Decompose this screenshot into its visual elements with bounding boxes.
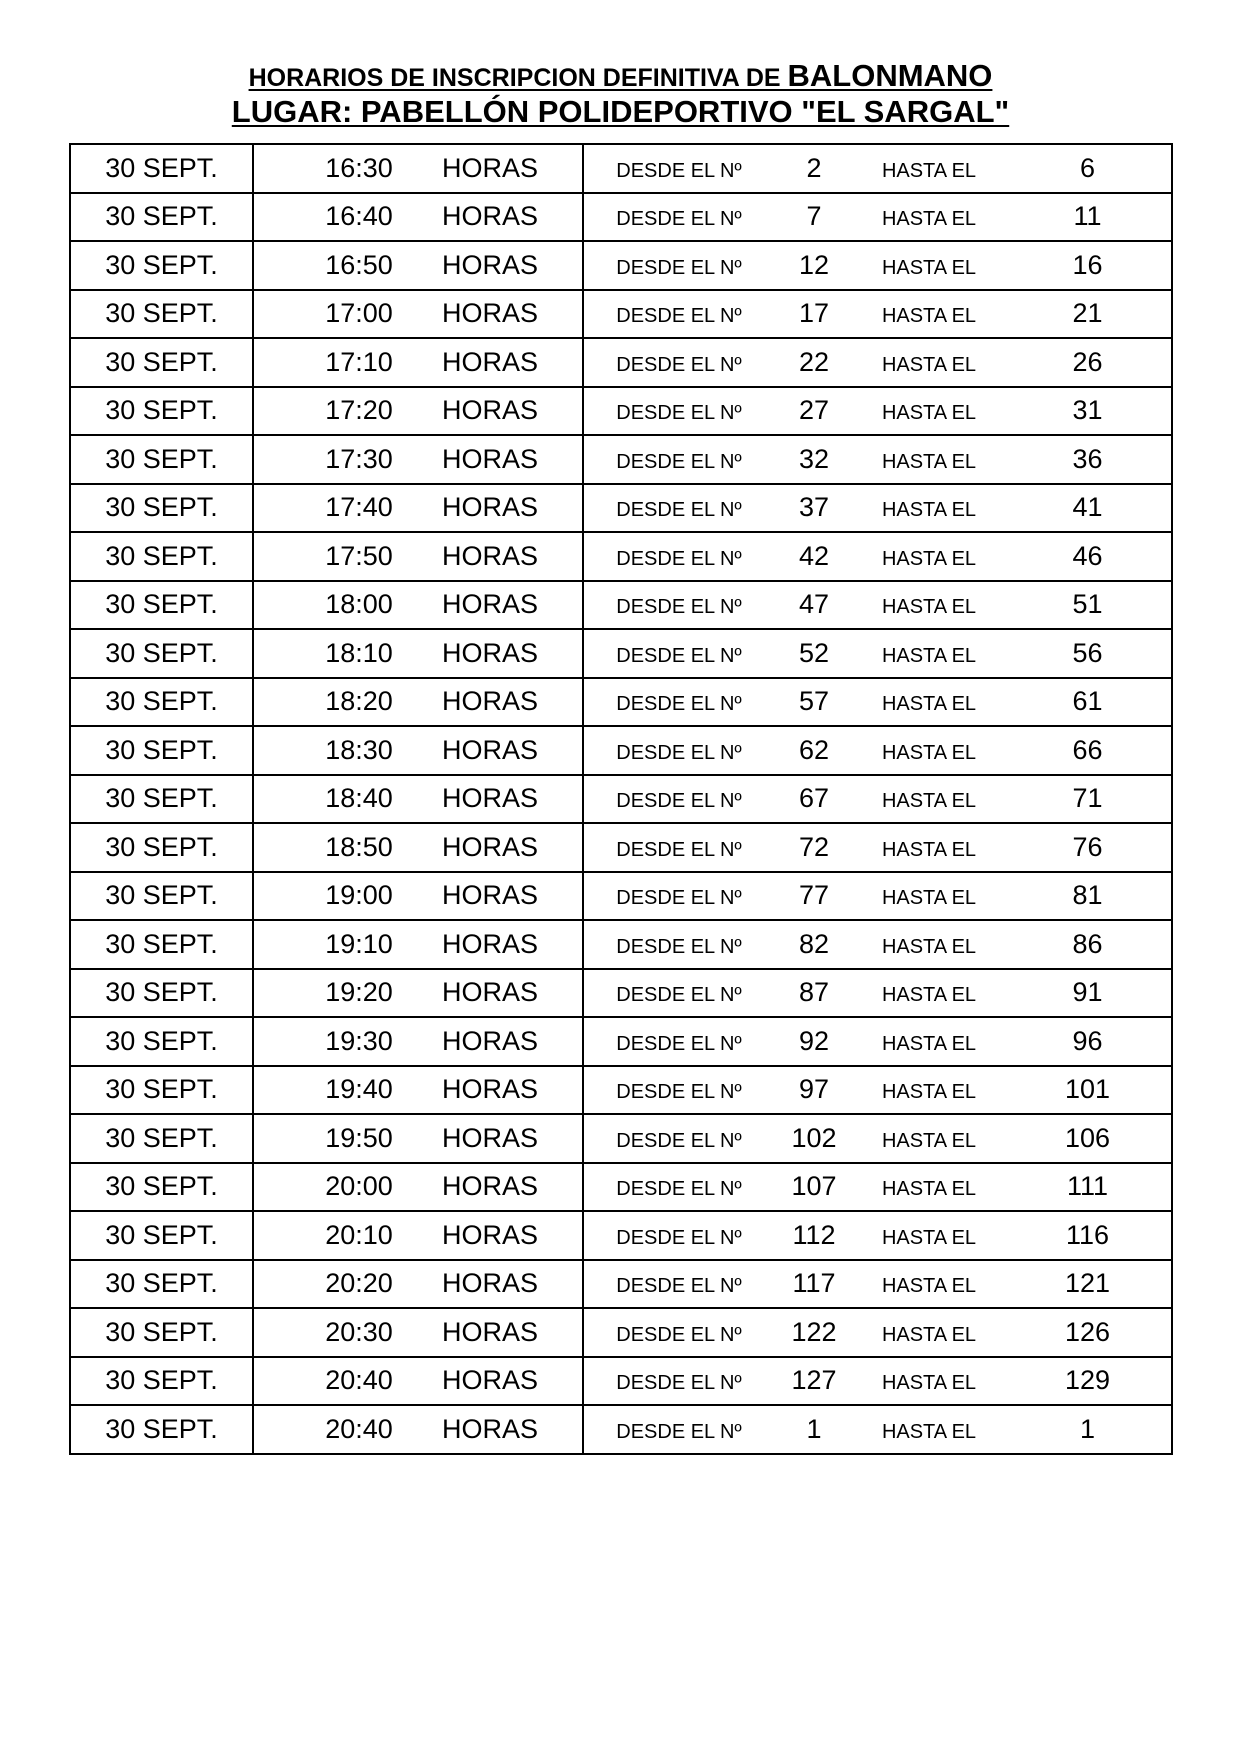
row-date: 30 SEPT.	[70, 1163, 253, 1212]
row-date: 30 SEPT.	[70, 726, 253, 775]
row-desde-label: DESDE EL Nº	[583, 241, 774, 290]
row-desde-label: DESDE EL Nº	[583, 1066, 774, 1115]
table-row	[70, 338, 1172, 387]
row-from-number: 107	[774, 1163, 854, 1212]
row-time: 18:30	[253, 726, 434, 775]
row-to-number: 26	[1004, 338, 1172, 387]
row-date: 30 SEPT.	[70, 532, 253, 581]
row-time: 18:10	[253, 629, 434, 678]
row-date: 30 SEPT.	[70, 241, 253, 290]
row-date: 30 SEPT.	[70, 1066, 253, 1115]
row-from-number: 2	[774, 144, 854, 193]
row-hasta-label: HASTA EL	[854, 1405, 1004, 1454]
row-from-number: 102	[774, 1114, 854, 1163]
row-from-number: 22	[774, 338, 854, 387]
row-desde-label: DESDE EL Nº	[583, 1405, 774, 1454]
row-hasta-label: HASTA EL	[854, 1211, 1004, 1260]
row-hasta-label: HASTA EL	[854, 193, 1004, 242]
row-desde-label: DESDE EL Nº	[583, 920, 774, 969]
row-to-number: 41	[1004, 484, 1172, 533]
row-hasta-label: HASTA EL	[854, 241, 1004, 290]
row-horas-label: HORAS	[434, 1114, 583, 1163]
table-row	[70, 581, 1172, 630]
row-horas-label: HORAS	[434, 1308, 583, 1357]
table-row	[70, 1211, 1172, 1260]
row-to-number: 86	[1004, 920, 1172, 969]
row-from-number: 57	[774, 678, 854, 727]
table-row	[70, 1017, 1172, 1066]
row-desde-label: DESDE EL Nº	[583, 726, 774, 775]
row-desde-label: DESDE EL Nº	[583, 1211, 774, 1260]
row-time: 16:30	[253, 144, 434, 193]
row-hasta-label: HASTA EL	[854, 726, 1004, 775]
row-date: 30 SEPT.	[70, 1405, 253, 1454]
row-desde-label: DESDE EL Nº	[583, 823, 774, 872]
row-horas-label: HORAS	[434, 1405, 583, 1454]
row-from-number: 97	[774, 1066, 854, 1115]
row-to-number: 11	[1004, 193, 1172, 242]
row-horas-label: HORAS	[434, 920, 583, 969]
row-from-number: 117	[774, 1260, 854, 1309]
row-horas-label: HORAS	[434, 678, 583, 727]
row-time: 16:40	[253, 193, 434, 242]
row-desde-label: DESDE EL Nº	[583, 435, 774, 484]
row-time: 20:40	[253, 1357, 434, 1406]
row-time: 19:50	[253, 1114, 434, 1163]
row-to-number: 71	[1004, 775, 1172, 824]
row-from-number: 92	[774, 1017, 854, 1066]
row-time: 18:00	[253, 581, 434, 630]
row-to-number: 16	[1004, 241, 1172, 290]
row-time: 18:40	[253, 775, 434, 824]
row-hasta-label: HASTA EL	[854, 775, 1004, 824]
row-hasta-label: HASTA EL	[854, 1066, 1004, 1115]
table-row	[70, 726, 1172, 775]
table-row	[70, 1114, 1172, 1163]
row-from-number: 87	[774, 969, 854, 1018]
row-to-number: 46	[1004, 532, 1172, 581]
row-desde-label: DESDE EL Nº	[583, 1114, 774, 1163]
row-time: 19:30	[253, 1017, 434, 1066]
row-to-number: 126	[1004, 1308, 1172, 1357]
row-date: 30 SEPT.	[70, 581, 253, 630]
row-time: 17:10	[253, 338, 434, 387]
row-horas-label: HORAS	[434, 823, 583, 872]
row-date: 30 SEPT.	[70, 387, 253, 436]
row-horas-label: HORAS	[434, 484, 583, 533]
row-to-number: 129	[1004, 1357, 1172, 1406]
row-from-number: 77	[774, 872, 854, 921]
row-date: 30 SEPT.	[70, 435, 253, 484]
row-hasta-label: HASTA EL	[854, 1308, 1004, 1357]
row-desde-label: DESDE EL Nº	[583, 678, 774, 727]
row-to-number: 36	[1004, 435, 1172, 484]
table-row	[70, 435, 1172, 484]
table-row	[70, 872, 1172, 921]
row-hasta-label: HASTA EL	[854, 823, 1004, 872]
row-hasta-label: HASTA EL	[854, 290, 1004, 339]
row-desde-label: DESDE EL Nº	[583, 1308, 774, 1357]
row-date: 30 SEPT.	[70, 1357, 253, 1406]
title-sport: BALONMANO	[787, 58, 993, 93]
row-from-number: 7	[774, 193, 854, 242]
row-from-number: 122	[774, 1308, 854, 1357]
row-horas-label: HORAS	[434, 338, 583, 387]
row-from-number: 37	[774, 484, 854, 533]
row-hasta-label: HASTA EL	[854, 1017, 1004, 1066]
schedule-table-body	[70, 144, 1172, 1454]
row-desde-label: DESDE EL Nº	[583, 1017, 774, 1066]
row-from-number: 17	[774, 290, 854, 339]
row-desde-label: DESDE EL Nº	[583, 387, 774, 436]
row-horas-label: HORAS	[434, 144, 583, 193]
row-to-number: 111	[1004, 1163, 1172, 1212]
table-row	[70, 1405, 1172, 1454]
table-row	[70, 532, 1172, 581]
row-horas-label: HORAS	[434, 629, 583, 678]
row-desde-label: DESDE EL Nº	[583, 775, 774, 824]
schedule-table	[69, 143, 1173, 1455]
row-horas-label: HORAS	[434, 532, 583, 581]
row-hasta-label: HASTA EL	[854, 969, 1004, 1018]
row-desde-label: DESDE EL Nº	[583, 144, 774, 193]
row-desde-label: DESDE EL Nº	[583, 193, 774, 242]
row-desde-label: DESDE EL Nº	[583, 1357, 774, 1406]
row-horas-label: HORAS	[434, 775, 583, 824]
row-horas-label: HORAS	[434, 1163, 583, 1212]
row-time: 18:20	[253, 678, 434, 727]
row-horas-label: HORAS	[434, 1260, 583, 1309]
table-row	[70, 823, 1172, 872]
row-desde-label: DESDE EL Nº	[583, 969, 774, 1018]
row-to-number: 116	[1004, 1211, 1172, 1260]
table-row	[70, 969, 1172, 1018]
row-horas-label: HORAS	[434, 581, 583, 630]
row-from-number: 47	[774, 581, 854, 630]
row-date: 30 SEPT.	[70, 678, 253, 727]
row-date: 30 SEPT.	[70, 1114, 253, 1163]
document-header	[0, 58, 1241, 130]
row-hasta-label: HASTA EL	[854, 872, 1004, 921]
row-time: 16:50	[253, 241, 434, 290]
row-hasta-label: HASTA EL	[854, 1357, 1004, 1406]
row-desde-label: DESDE EL Nº	[583, 532, 774, 581]
row-time: 17:20	[253, 387, 434, 436]
row-time: 18:50	[253, 823, 434, 872]
row-date: 30 SEPT.	[70, 1308, 253, 1357]
row-from-number: 32	[774, 435, 854, 484]
row-date: 30 SEPT.	[70, 969, 253, 1018]
row-time: 20:20	[253, 1260, 434, 1309]
row-date: 30 SEPT.	[70, 290, 253, 339]
row-to-number: 21	[1004, 290, 1172, 339]
row-date: 30 SEPT.	[70, 1260, 253, 1309]
row-horas-label: HORAS	[434, 193, 583, 242]
row-date: 30 SEPT.	[70, 629, 253, 678]
row-from-number: 42	[774, 532, 854, 581]
row-date: 30 SEPT.	[70, 484, 253, 533]
row-from-number: 82	[774, 920, 854, 969]
row-to-number: 96	[1004, 1017, 1172, 1066]
row-date: 30 SEPT.	[70, 338, 253, 387]
row-to-number: 31	[1004, 387, 1172, 436]
row-hasta-label: HASTA EL	[854, 581, 1004, 630]
table-row	[70, 290, 1172, 339]
row-hasta-label: HASTA EL	[854, 1163, 1004, 1212]
row-horas-label: HORAS	[434, 241, 583, 290]
row-time: 17:00	[253, 290, 434, 339]
row-time: 19:20	[253, 969, 434, 1018]
row-time: 17:30	[253, 435, 434, 484]
row-to-number: 61	[1004, 678, 1172, 727]
row-time: 20:30	[253, 1308, 434, 1357]
row-from-number: 1	[774, 1405, 854, 1454]
table-row	[70, 1066, 1172, 1115]
document-subtitle: LUGAR: PABELLÓN POLIDEPORTIVO "EL SARGAL"	[231, 94, 1010, 129]
row-horas-label: HORAS	[434, 387, 583, 436]
row-to-number: 106	[1004, 1114, 1172, 1163]
row-horas-label: HORAS	[434, 1017, 583, 1066]
row-hasta-label: HASTA EL	[854, 532, 1004, 581]
row-desde-label: DESDE EL Nº	[583, 1260, 774, 1309]
table-row	[70, 484, 1172, 533]
row-desde-label: DESDE EL Nº	[583, 338, 774, 387]
row-horas-label: HORAS	[434, 1357, 583, 1406]
row-from-number: 27	[774, 387, 854, 436]
row-hasta-label: HASTA EL	[854, 387, 1004, 436]
row-time: 20:40	[253, 1405, 434, 1454]
row-time: 17:40	[253, 484, 434, 533]
row-from-number: 52	[774, 629, 854, 678]
title-prefix: HORARIOS DE INSCRIPCION DEFINITIVA DE	[248, 64, 788, 92]
row-time: 20:00	[253, 1163, 434, 1212]
row-time: 19:10	[253, 920, 434, 969]
row-to-number: 51	[1004, 581, 1172, 630]
row-date: 30 SEPT.	[70, 144, 253, 193]
row-horas-label: HORAS	[434, 969, 583, 1018]
row-from-number: 12	[774, 241, 854, 290]
row-from-number: 62	[774, 726, 854, 775]
row-date: 30 SEPT.	[70, 920, 253, 969]
row-hasta-label: HASTA EL	[854, 920, 1004, 969]
row-hasta-label: HASTA EL	[854, 484, 1004, 533]
row-date: 30 SEPT.	[70, 1017, 253, 1066]
row-horas-label: HORAS	[434, 872, 583, 921]
row-horas-label: HORAS	[434, 435, 583, 484]
row-desde-label: DESDE EL Nº	[583, 1163, 774, 1212]
row-time: 19:00	[253, 872, 434, 921]
row-to-number: 6	[1004, 144, 1172, 193]
row-desde-label: DESDE EL Nº	[583, 484, 774, 533]
row-horas-label: HORAS	[434, 1211, 583, 1260]
row-to-number: 91	[1004, 969, 1172, 1018]
row-hasta-label: HASTA EL	[854, 629, 1004, 678]
row-from-number: 112	[774, 1211, 854, 1260]
row-desde-label: DESDE EL Nº	[583, 581, 774, 630]
row-desde-label: DESDE EL Nº	[583, 872, 774, 921]
row-to-number: 66	[1004, 726, 1172, 775]
row-hasta-label: HASTA EL	[854, 435, 1004, 484]
row-date: 30 SEPT.	[70, 1211, 253, 1260]
row-desde-label: DESDE EL Nº	[583, 629, 774, 678]
row-to-number: 56	[1004, 629, 1172, 678]
row-from-number: 67	[774, 775, 854, 824]
table-row	[70, 193, 1172, 242]
row-time: 20:10	[253, 1211, 434, 1260]
row-to-number: 81	[1004, 872, 1172, 921]
row-date: 30 SEPT.	[70, 823, 253, 872]
row-hasta-label: HASTA EL	[854, 678, 1004, 727]
row-horas-label: HORAS	[434, 290, 583, 339]
row-horas-label: HORAS	[434, 726, 583, 775]
table-row	[70, 1260, 1172, 1309]
table-row	[70, 775, 1172, 824]
document-title	[0, 58, 1241, 96]
table-row	[70, 1357, 1172, 1406]
row-horas-label: HORAS	[434, 1066, 583, 1115]
table-row	[70, 1163, 1172, 1212]
row-hasta-label: HASTA EL	[854, 144, 1004, 193]
table-row	[70, 387, 1172, 436]
row-to-number: 76	[1004, 823, 1172, 872]
row-time: 19:40	[253, 1066, 434, 1115]
table-row	[70, 241, 1172, 290]
table-row	[70, 1308, 1172, 1357]
row-to-number: 121	[1004, 1260, 1172, 1309]
row-date: 30 SEPT.	[70, 872, 253, 921]
row-from-number: 72	[774, 823, 854, 872]
table-row	[70, 678, 1172, 727]
table-row	[70, 144, 1172, 193]
row-hasta-label: HASTA EL	[854, 338, 1004, 387]
row-from-number: 127	[774, 1357, 854, 1406]
table-row	[70, 629, 1172, 678]
row-hasta-label: HASTA EL	[854, 1260, 1004, 1309]
table-row	[70, 920, 1172, 969]
row-desde-label: DESDE EL Nº	[583, 290, 774, 339]
row-date: 30 SEPT.	[70, 193, 253, 242]
row-time: 17:50	[253, 532, 434, 581]
row-to-number: 101	[1004, 1066, 1172, 1115]
row-hasta-label: HASTA EL	[854, 1114, 1004, 1163]
row-to-number: 1	[1004, 1405, 1172, 1454]
row-date: 30 SEPT.	[70, 775, 253, 824]
